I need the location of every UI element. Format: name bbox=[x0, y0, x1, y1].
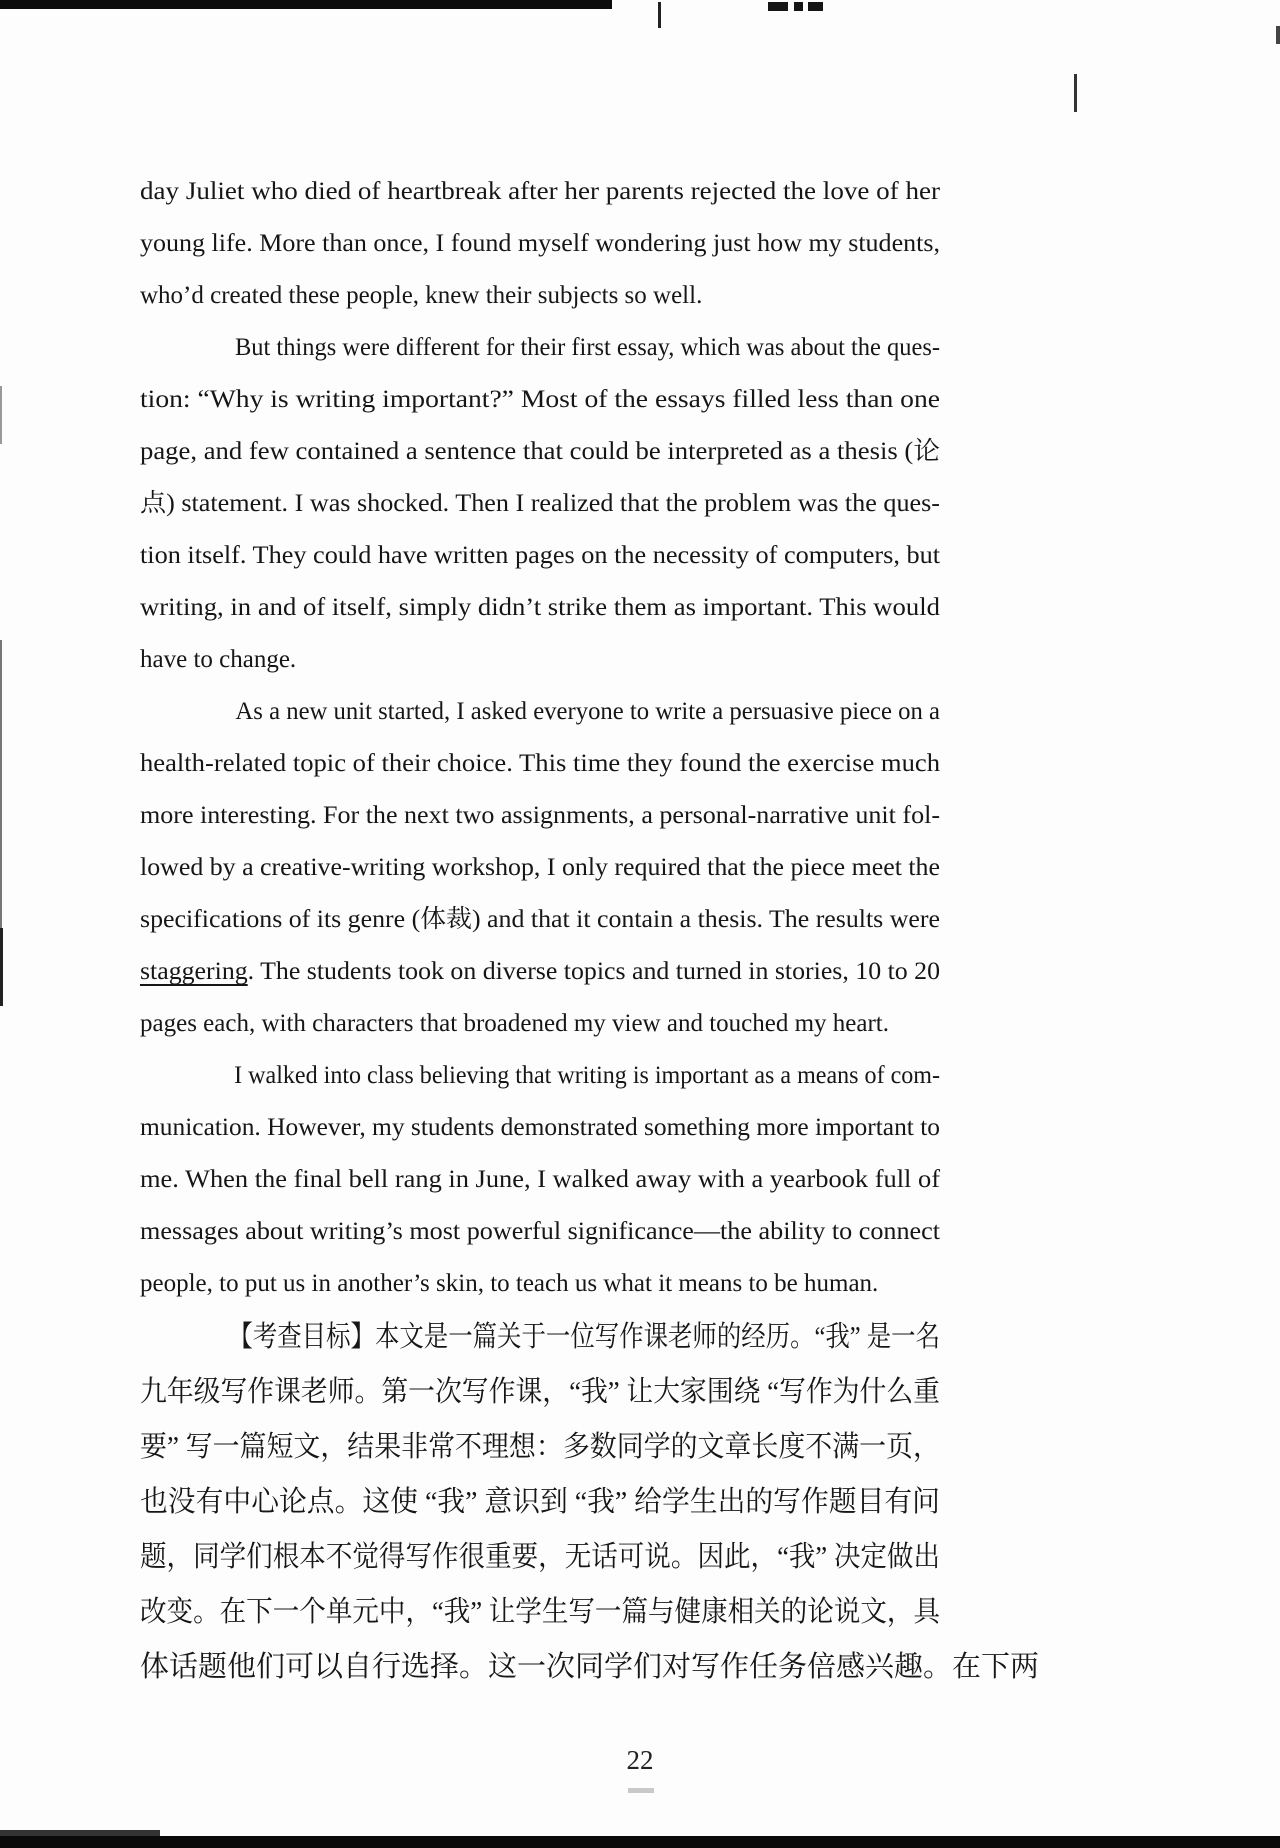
text-line bbox=[140, 582, 940, 634]
text-line bbox=[140, 478, 940, 530]
text-line bbox=[140, 790, 940, 842]
line-text: lowed by a creative-writing workshop, I only required that the piece meet the bbox=[140, 854, 940, 881]
line-text: 九年级写作课老师。第一次写作课，“我” 让大家围绕 “写作为什么重 bbox=[140, 1376, 940, 1408]
text-line bbox=[140, 1206, 940, 1258]
line-text: more interesting. For the next two assignments, a personal-narrative unit fol- bbox=[140, 802, 941, 829]
text-line bbox=[140, 270, 940, 322]
text-line bbox=[140, 1420, 940, 1475]
line-text: 要” 写一篇短文，结果非常不理想：多数同学的文章长度不满一页， bbox=[140, 1431, 940, 1463]
line-text: young life. More than once, I found myself wondering just how my students, bbox=[140, 230, 941, 257]
underlined-word: staggering bbox=[140, 958, 248, 985]
line-text: 改变。在下一个单元中，“我” 让学生写一篇与健康相关的论说文，具 bbox=[140, 1596, 940, 1628]
scan-artifact-top-bar bbox=[0, 0, 612, 9]
line-text: me. When the final bell rang in June, I walked away with a yearbook full of bbox=[140, 1166, 941, 1193]
line-text: 题，同学们根本不觉得写作很重要，无话可说。因此，“我” 决定做出 bbox=[140, 1541, 940, 1573]
line-text bbox=[140, 946, 940, 998]
text-line bbox=[140, 1154, 940, 1206]
scan-artifact-left-mark-3 bbox=[0, 928, 3, 1006]
text-line bbox=[140, 1640, 1040, 1695]
text-line bbox=[140, 686, 940, 738]
text-line bbox=[140, 1310, 940, 1365]
line-text: munication. However, my students demonstrated something more important to bbox=[140, 1114, 940, 1141]
line-text: page, and few contained a sentence that could be interpreted as a thesis (论 bbox=[140, 438, 940, 465]
text-line bbox=[140, 218, 940, 270]
text-line bbox=[140, 426, 940, 478]
line-text: 也没有中心论点。这使 “我” 意识到 “我” 给学生出的写作题目有问 bbox=[140, 1486, 940, 1518]
text-line bbox=[140, 1530, 940, 1585]
text-line bbox=[140, 842, 940, 894]
scan-artifact-top-dash-3 bbox=[808, 2, 823, 11]
text-line bbox=[140, 634, 940, 686]
scan-artifact-top-dash-1 bbox=[768, 2, 788, 11]
scan-artifact-top-dash-2 bbox=[794, 2, 803, 11]
line-text: people, to put us in another’s skin, to teach us what it means to be human. bbox=[140, 1270, 879, 1297]
line-text: have to change. bbox=[140, 646, 297, 673]
line-text: messages about writing’s most powerful significance—the ability to connect bbox=[140, 1218, 940, 1245]
text-line bbox=[140, 998, 940, 1050]
scan-artifact-bottom-bar bbox=[0, 1836, 1280, 1848]
line-text: health-related topic of their choice. This time they found the exercise much bbox=[140, 750, 940, 777]
line-text: day Juliet who died of heartbreak after her parents rejected the love of her bbox=[140, 178, 940, 205]
page-footer bbox=[0, 1745, 1280, 1776]
text-line bbox=[140, 374, 940, 426]
line-text: 【考查目标】本文是一篇关于一位写作课老师的经历。“我” 是一名 bbox=[228, 1321, 941, 1353]
line-text-rest: . The students took on diverse topics and turned in stories, 10 to 20 bbox=[247, 958, 940, 985]
line-text: who’d created these people, knew their subjects so well. bbox=[140, 282, 703, 309]
text-line bbox=[140, 1258, 940, 1310]
scan-artifact-left-mark-1 bbox=[0, 386, 2, 444]
line-text: 体话题他们可以自行选择。这一次同学们对写作任务倍感兴趣。在下两 bbox=[140, 1651, 1040, 1683]
line-text: tion: “Why is writing important?” Most of the essays filled less than one bbox=[140, 386, 940, 413]
scan-artifact-top-tick bbox=[658, 2, 661, 28]
page-number: 22 bbox=[626, 1745, 654, 1775]
line-text: But things were different for their first essay, which was about the ques- bbox=[234, 334, 941, 361]
scan-artifact-left-mark-2 bbox=[0, 640, 2, 940]
text-line bbox=[140, 894, 940, 946]
line-text: 点) statement. I was shocked. Then I realized that the problem was the ques- bbox=[140, 490, 941, 517]
line-text: pages each, with characters that broadened my view and touched my heart. bbox=[140, 1010, 889, 1037]
scan-artifact-bottom-dashes bbox=[628, 1788, 654, 1793]
line-text: tion itself. They could have written pages on the necessity of computers, but bbox=[140, 542, 940, 569]
text-line bbox=[140, 1102, 940, 1154]
text-line bbox=[140, 530, 940, 582]
body-text bbox=[140, 166, 1040, 1695]
text-line bbox=[140, 322, 940, 374]
line-text: As a new unit started, I asked everyone to write a persuasive piece on a bbox=[235, 698, 940, 725]
text-line bbox=[140, 1365, 940, 1420]
text-line bbox=[140, 738, 940, 790]
line-text: writing, in and of itself, simply didn’t strike them as important. This would bbox=[140, 594, 940, 621]
line-text: specifications of its genre (体裁) and that it contain a thesis. The results were bbox=[140, 906, 940, 933]
text-line bbox=[140, 1050, 940, 1102]
text-line bbox=[140, 946, 940, 998]
scan-artifact-right-edge-mark bbox=[1276, 26, 1280, 44]
text-line bbox=[140, 166, 940, 218]
text-line bbox=[140, 1585, 940, 1640]
text-line bbox=[140, 1475, 940, 1530]
line-text: I walked into class believing that writing is important as a means of com- bbox=[234, 1062, 940, 1089]
scan-artifact-right-tick bbox=[1074, 74, 1077, 112]
